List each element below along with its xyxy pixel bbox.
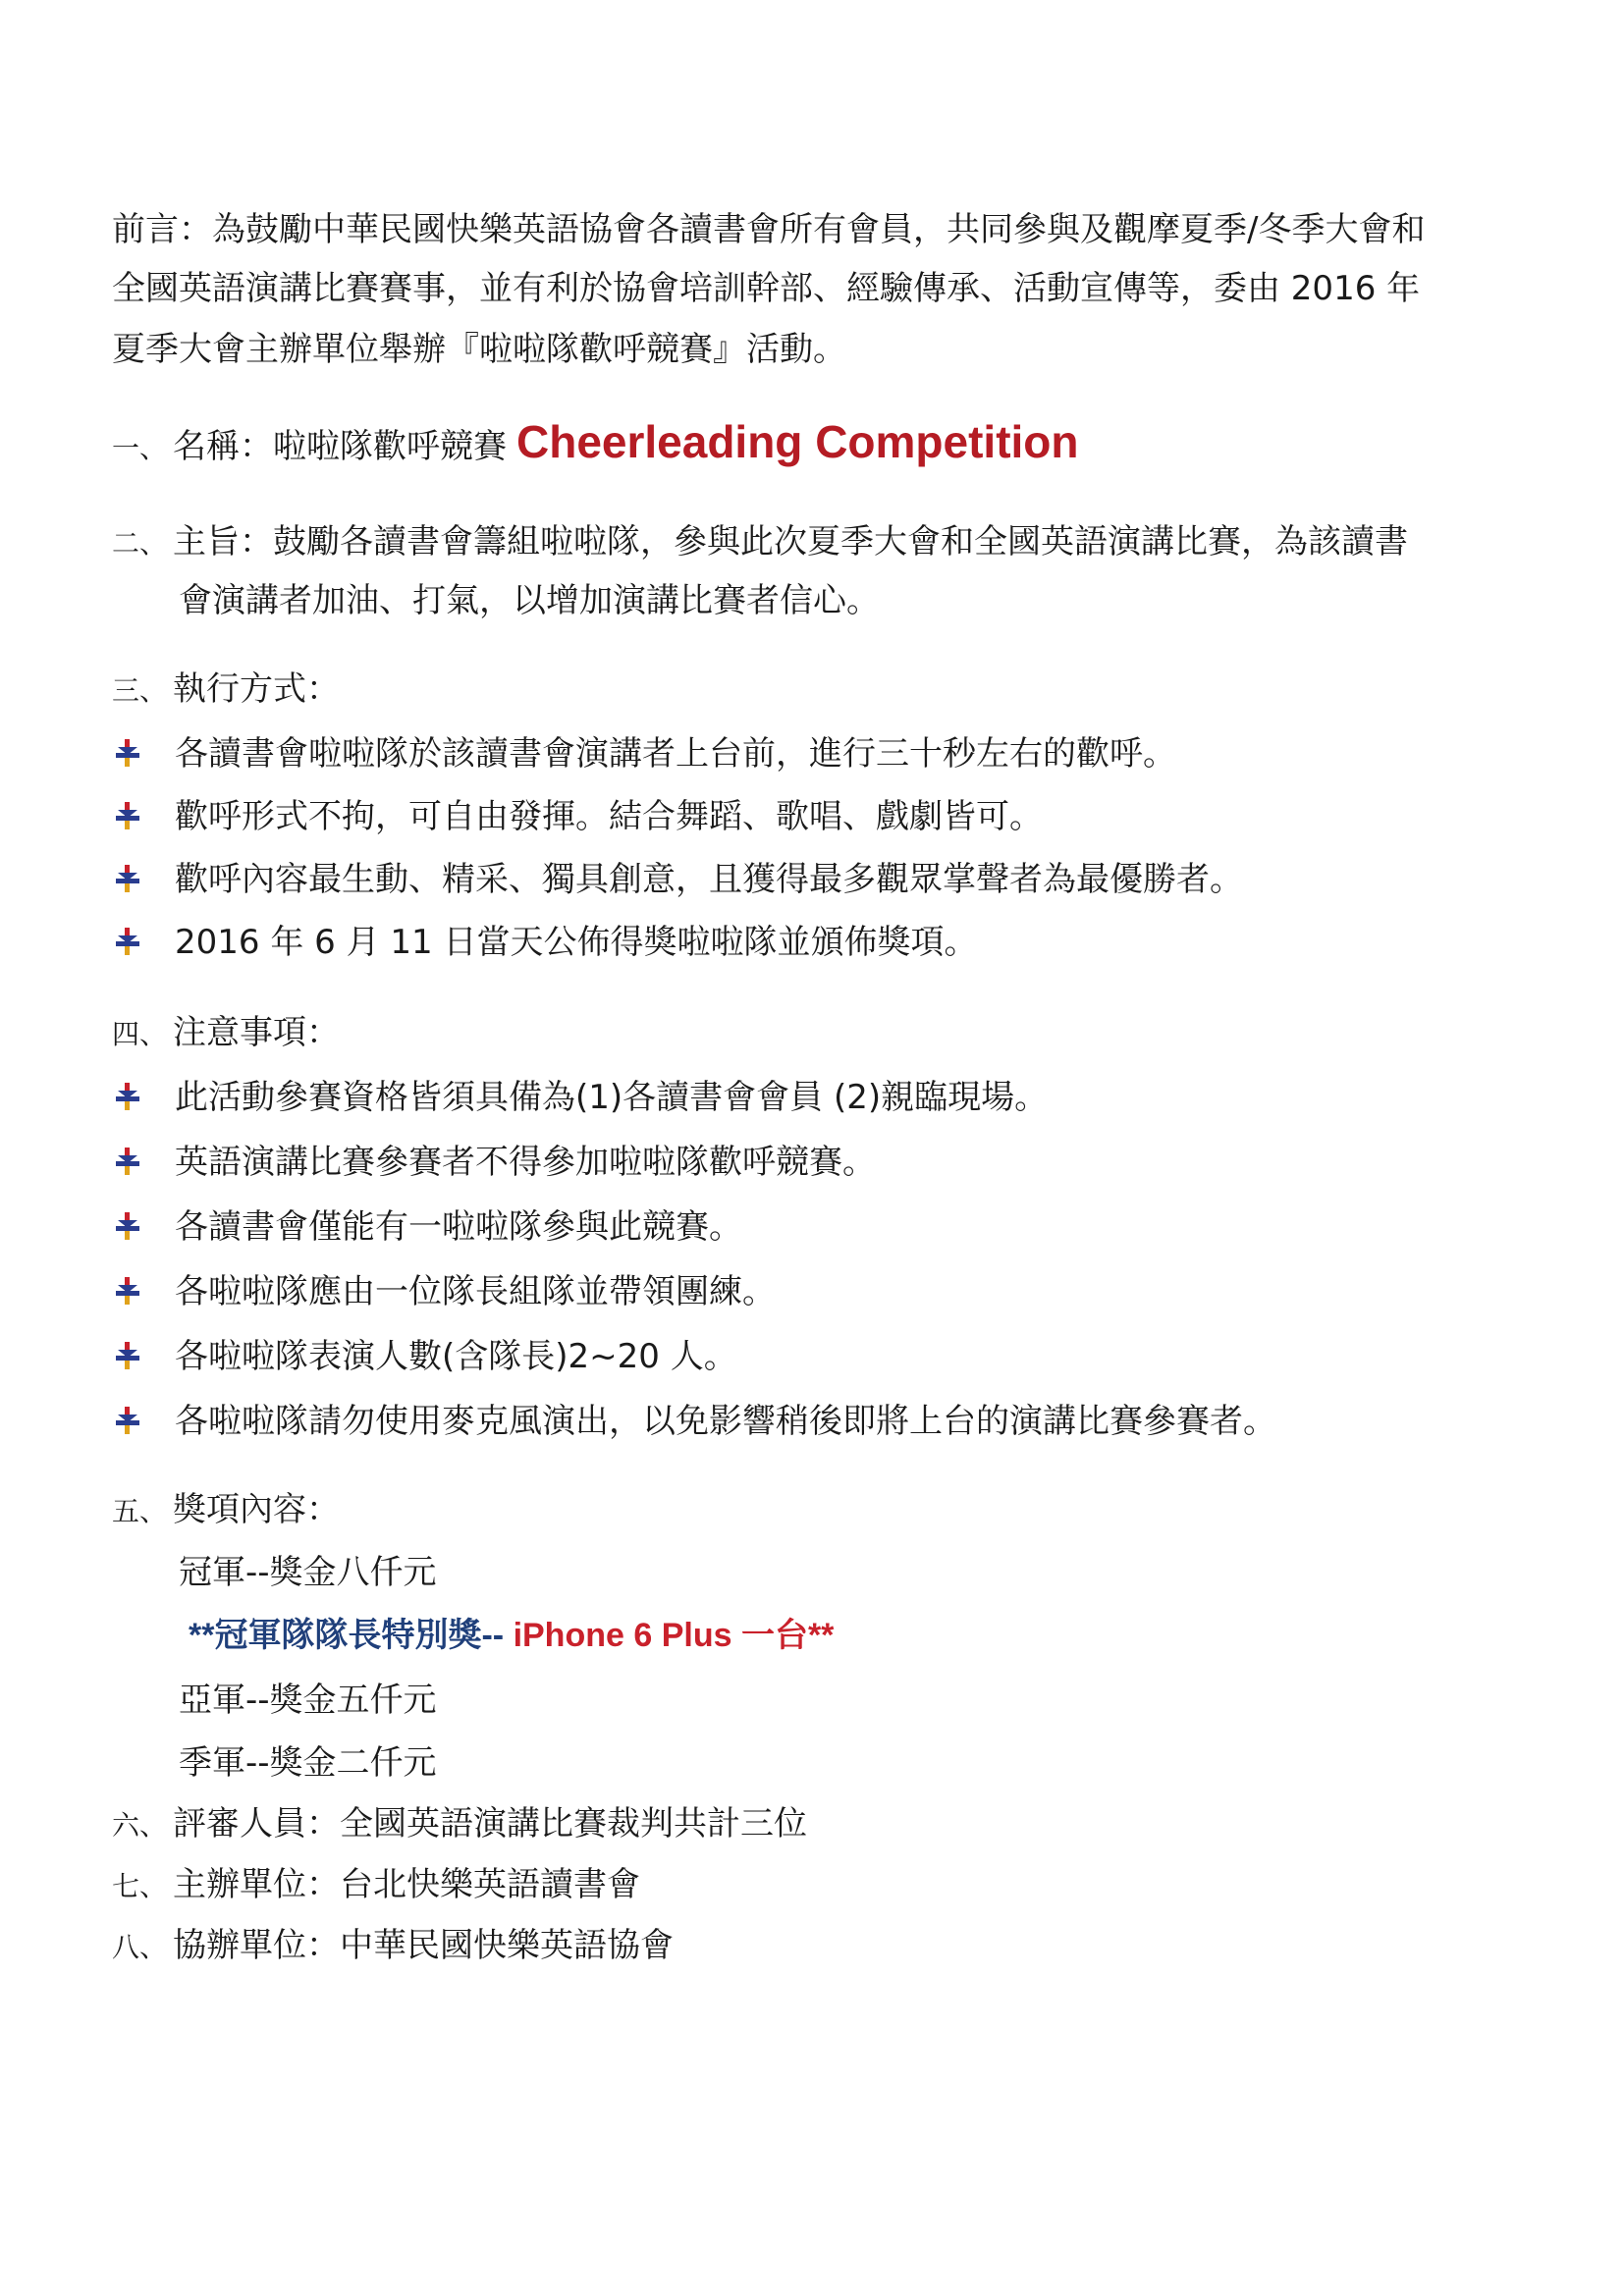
bullet-text: 歡呼形式不拘，可自由發揮。結合舞蹈、歌唱、戲劇皆可。 [175, 797, 1043, 836]
section-8-marker: 八、 [112, 1931, 168, 1963]
bullet-text: 各讀書會僅能有一啦啦隊參與此競賽。 [175, 1207, 742, 1247]
arrow-bullet-icon [112, 1209, 143, 1241]
arrow-bullet-icon [112, 736, 143, 768]
intro-line-1: 前言：為鼓勵中華民國快樂英語協會各讀書會所有會員，共同參與及觀摩夏季/冬季大會和 [112, 210, 1426, 249]
section-6-marker: 六、 [112, 1809, 168, 1842]
section-7-heading [112, 1863, 640, 1908]
section-6-text: 評審人員：全國英語演講比賽裁判共計三位 [173, 1804, 807, 1843]
list-item [112, 1270, 776, 1313]
bullet-text: 此活動參賽資格皆須具備為(1)各讀書會會員 (2)親臨現場。 [175, 1078, 1049, 1117]
arrow-bullet-icon [112, 1080, 143, 1111]
section-7-text: 主辦單位：台北快樂英語讀書會 [173, 1865, 640, 1904]
section-3-heading [112, 667, 340, 713]
english-title: Cheerleading Competition [516, 416, 1079, 467]
section-2-line-2: 會演講者加油、打氣，以增加演講比賽者信心。 [179, 581, 880, 620]
section-2-heading [112, 520, 1408, 565]
list-item [112, 858, 1243, 901]
first-prize: 冠軍--獎金八仟元 [179, 1553, 437, 1592]
section-2-line-1: 主旨：鼓勵各讀書會籌組啦啦隊，參與此次夏季大會和全國英語演講比賽，為該讀書 [173, 522, 1408, 561]
section-3-marker: 三、 [112, 674, 168, 707]
section-2-marker: 二、 [112, 527, 168, 560]
arrow-bullet-icon [112, 1404, 143, 1435]
bullet-text: 英語演講比賽參賽者不得參加啦啦隊歡呼競賽。 [175, 1143, 876, 1182]
bullet-text: 2016 年 6 月 11 日當天公佈得獎啦啦隊並頒佈獎項。 [175, 923, 978, 962]
special-prize-prefix: **冠軍隊隊長特別獎-- [189, 1617, 514, 1654]
section-4-heading [112, 1011, 340, 1056]
list-item [112, 1141, 876, 1184]
section-5-marker: 五、 [112, 1495, 168, 1527]
arrow-bullet-icon [112, 1145, 143, 1176]
section-4-marker: 四、 [112, 1018, 168, 1050]
third-prize: 季軍--獎金二仟元 [179, 1743, 437, 1783]
section-1-text: 名稱：啦啦隊歡呼競賽 [173, 427, 507, 466]
arrow-bullet-icon [112, 1339, 143, 1370]
bullet-text: 歡呼內容最生動、精采、獨具創意，且獲得最多觀眾掌聲者為最優勝者。 [175, 860, 1243, 899]
intro-line-2: 全國英語演講比賽賽事，並有利於協會培訓幹部、經驗傳承、活動宣傳等，委由 2016 年 [112, 269, 1421, 308]
arrow-bullet-icon [112, 862, 143, 893]
bullet-text: 各啦啦隊應由一位隊長組隊並帶領團練。 [175, 1272, 776, 1311]
special-prize [189, 1614, 834, 1657]
list-item [112, 1205, 742, 1249]
list-item [112, 1335, 737, 1378]
section-1-heading [112, 416, 1079, 470]
list-item [112, 1400, 1276, 1443]
section-8-heading [112, 1924, 674, 1969]
section-7-marker: 七、 [112, 1870, 168, 1902]
second-prize: 亞軍--獎金五仟元 [179, 1681, 437, 1720]
intro-line-3: 夏季大會主辦單位舉辦『啦啦隊歡呼競賽』活動。 [112, 330, 846, 369]
section-1-marker: 一、 [112, 432, 168, 464]
section-5-text: 獎項內容： [173, 1490, 340, 1529]
list-item [112, 1076, 1048, 1119]
section-3-text: 執行方式： [173, 669, 340, 709]
special-prize-item: iPhone 6 Plus 一台** [513, 1617, 835, 1654]
section-8-text: 協辦單位：中華民國快樂英語協會 [173, 1926, 674, 1965]
section-5-heading [112, 1488, 340, 1533]
list-item [112, 921, 977, 964]
arrow-bullet-icon [112, 799, 143, 830]
section-4-text: 注意事項： [173, 1013, 340, 1052]
arrow-bullet-icon [112, 925, 143, 956]
list-item [112, 732, 1176, 775]
bullet-text: 各啦啦隊請勿使用麥克風演出，以免影響稍後即將上台的演講比賽參賽者。 [175, 1402, 1276, 1441]
arrow-bullet-icon [112, 1274, 143, 1306]
list-item [112, 795, 1043, 838]
section-6-heading [112, 1802, 807, 1847]
bullet-text: 各讀書會啦啦隊於該讀書會演講者上台前，進行三十秒左右的歡呼。 [175, 734, 1176, 774]
bullet-text: 各啦啦隊表演人數(含隊長)2~20 人。 [175, 1337, 737, 1376]
